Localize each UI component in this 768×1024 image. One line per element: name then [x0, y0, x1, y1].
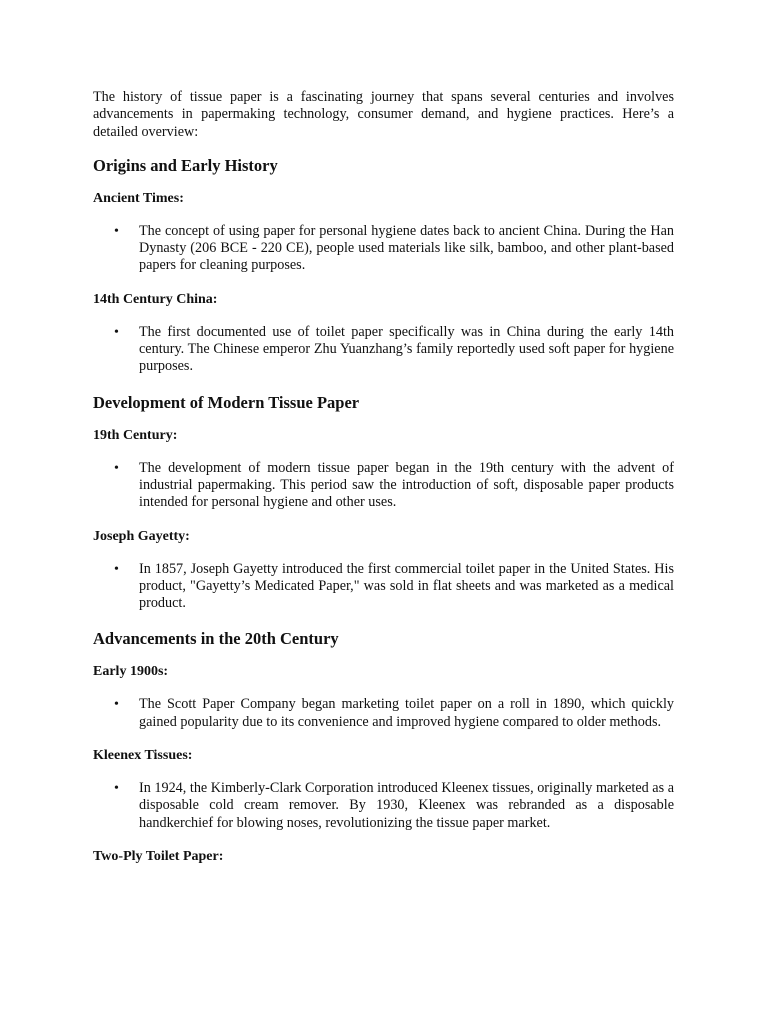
list-item: [93, 460, 674, 512]
list-item: [93, 780, 674, 832]
subheading-joseph-gayetty: Joseph Gayetty:: [93, 528, 190, 544]
section-heading-modern-tissue: Development of Modern Tissue Paper: [93, 392, 360, 412]
section-heading-20th-century: Advancements in the 20th Century: [93, 629, 339, 649]
list-item-text: The development of modern tissue paper began in the 19th century with the advent of industrial papermaking. This period saw the introduction of soft, disposable paper products intended for personal hygiene and other uses.: [139, 459, 674, 511]
bullet-icon: •: [114, 324, 119, 340]
list-item-text: The first documented use of toilet paper specifically was in China during the early 14th century. The Chinese emperor Zhu Yuanzhang’s family reportedly used soft paper for hygiene purposes.: [139, 323, 674, 375]
subheading-kleenex-tissues: Kleenex Tissues:: [93, 748, 193, 764]
subheading-19th-century: 19th Century:: [93, 427, 178, 443]
document-page: [93, 89, 674, 865]
subheading-ancient-times: Ancient Times:: [93, 190, 184, 206]
subheading-early-1900s: Early 1900s:: [93, 664, 169, 680]
list-item: [93, 324, 674, 376]
bullet-icon: •: [114, 781, 119, 797]
subheading-14th-century-china: 14th Century China:: [93, 291, 218, 307]
intro-paragraph: The history of tissue paper is a fascinating journey that spans several centuries and involves advancements in papermaking technology, consumer demand, and hygiene practices. Here’s a detailed overview:: [93, 89, 674, 140]
list-item: [93, 561, 674, 613]
section-heading-origins: Origins and Early History: [93, 155, 278, 175]
list-item: [93, 223, 674, 275]
bullet-icon: •: [114, 697, 119, 713]
list-item-text: In 1857, Joseph Gayetty introduced the first commercial toilet paper in the United States. His product, "Gayetty’s Medicated Paper," was sold in flat sheets and was marketed as a medical product.: [139, 560, 674, 612]
list-item: [93, 696, 674, 731]
list-item-text: In 1924, the Kimberly-Clark Corporation introduced Kleenex tissues, originally marketed as a disposable cold cream remover. By 1930, Kleenex was rebranded as a disposable handkerchief for blowing noses, revolutionizing the tissue paper market.: [139, 780, 674, 831]
list-item-text: The concept of using paper for personal hygiene dates back to ancient China. During the Han Dynasty (206 BCE - 220 CE), people used materials like silk, bamboo, and other plant-based papers for cleaning purposes.: [139, 222, 674, 274]
list-item-text: The Scott Paper Company began marketing toilet paper on a roll in 1890, which quickly gained popularity due to its convenience and improved hygiene compared to older methods.: [139, 696, 674, 730]
bullet-icon: •: [114, 561, 119, 577]
subheading-two-ply-toilet-paper: Two-Ply Toilet Paper:: [93, 848, 224, 864]
bullet-icon: •: [114, 223, 119, 239]
bullet-icon: •: [114, 460, 119, 476]
